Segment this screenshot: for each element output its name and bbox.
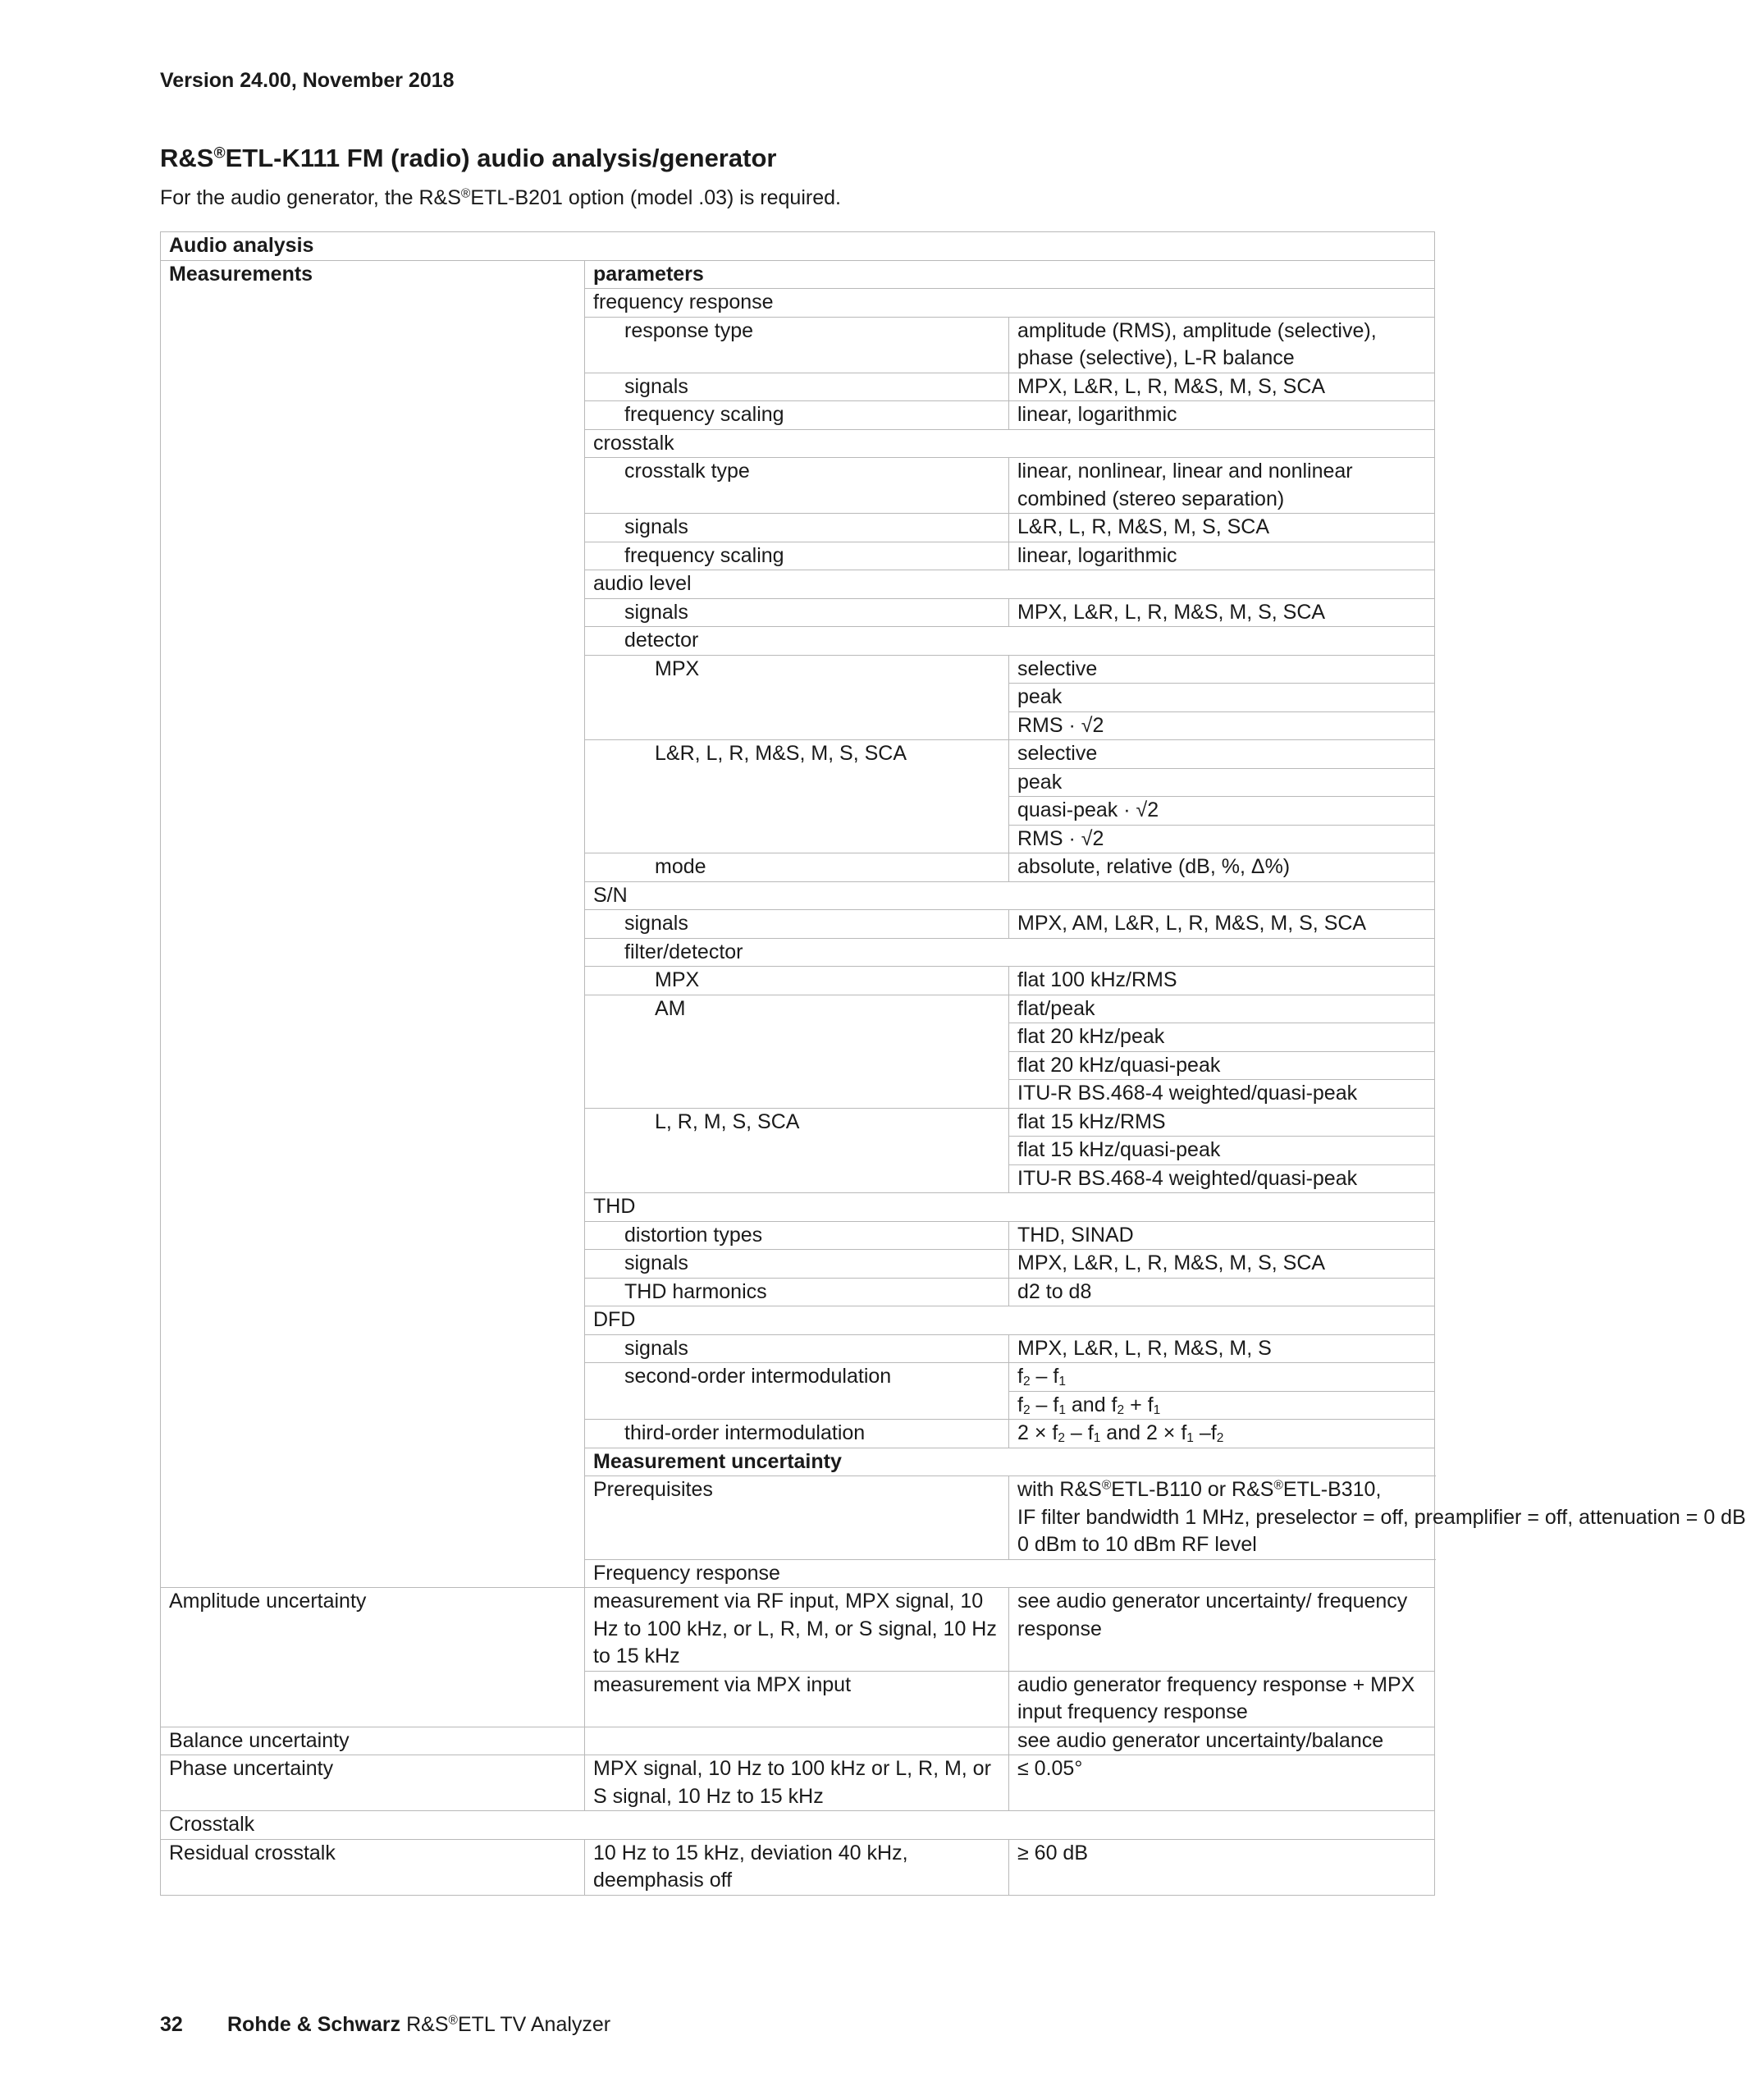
page-number: 32 (160, 2013, 183, 2036)
row-label: Phase uncertainty (161, 1755, 585, 1811)
param-value-formula: $f_2 - f_1$ and $f_2 + f_1$ (1009, 1391, 1435, 1420)
param-label: MPX (585, 967, 1009, 995)
param-value: MPX, L&R, L, R, M&S, M, S, SCA (1009, 373, 1435, 401)
measurements-label: Measurements (161, 260, 585, 1588)
row-value: see audio generator uncertainty/ frequency response (1009, 1588, 1435, 1672)
param-label: response type (585, 317, 1009, 373)
param-label: signals (585, 598, 1009, 627)
param-value: flat 15 kHz/RMS (1009, 1108, 1435, 1137)
group-crosstalk: crosstalk (585, 429, 1435, 458)
param-value: d2 to d8 (1009, 1278, 1435, 1306)
param-value: flat 20 kHz/quasi-peak (1009, 1051, 1435, 1080)
table-row (161, 232, 1435, 261)
param-label: L&R, L, R, M&S, M, S, SCA (585, 740, 1009, 853)
section-intro: For the audio generator, the R&S®ETL-B201 option (model .03) is required. (160, 186, 841, 209)
param-value: peak (1009, 768, 1435, 797)
param-label: signals (585, 1334, 1009, 1363)
param-value: linear, nonlinear, linear and nonlinear combined (stereo separation) (1009, 458, 1435, 514)
section-heading-measurement-uncertainty: Measurement uncertainty (585, 1448, 1435, 1476)
param-label: signals (585, 373, 1009, 401)
param-value: THD, SINAD (1009, 1221, 1435, 1250)
param-value: MPX, AM, L&R, L, R, M&S, M, S, SCA (1009, 910, 1435, 939)
group-audio-level: audio level (585, 570, 1435, 599)
param-value: MPX, L&R, L, R, M&S, M, S, SCA (1009, 1250, 1435, 1279)
subsection-frequency-response: Frequency response (585, 1559, 1435, 1588)
subsection-crosstalk: Crosstalk (161, 1811, 1435, 1840)
param-value: peak (1009, 684, 1435, 712)
param-label: third-order intermodulation (585, 1420, 1009, 1448)
footer-brand: Rohde & Schwarz (227, 2013, 401, 2036)
table-row (161, 1839, 1435, 1895)
param-value: MPX, L&R, L, R, M&S, M, S, SCA (1009, 598, 1435, 627)
row-label: Residual crosstalk (161, 1839, 585, 1895)
param-value-formula: $f_2 - f_1$ (1009, 1363, 1435, 1392)
spec-table (160, 231, 1746, 1896)
param-value: selective (1009, 655, 1435, 684)
param-value: ITU-R BS.468-4 weighted/quasi-peak (1009, 1080, 1435, 1109)
param-label: frequency scaling (585, 401, 1009, 430)
param-value: quasi-peak · √2 (1009, 797, 1435, 826)
param-label: second-order intermodulation (585, 1363, 1009, 1420)
group-thd: THD (585, 1193, 1435, 1222)
row-value: audio generator frequency response + MPX input frequency response (1009, 1671, 1435, 1727)
group-dfd: DFD (585, 1306, 1435, 1335)
row-label: Amplitude uncertainty (161, 1588, 585, 1727)
param-value: linear, logarithmic (1009, 401, 1435, 430)
row-label: Balance uncertainty (161, 1727, 585, 1755)
param-label: detector (585, 627, 1435, 656)
param-value: RMS · √2 (1009, 711, 1435, 740)
param-label: MPX (585, 655, 1009, 740)
row-value: with R&S®ETL-B110 or R&S®ETL-B310, IF filter bandwidth 1 MHz, preselector = off, preamplifier = off, attenuation = 0 dB 0 dBm to 10 dBm RF level (1009, 1476, 1435, 1560)
param-value: ITU-R BS.468-4 weighted/quasi-peak (1009, 1164, 1435, 1193)
param-value: flat/peak (1009, 995, 1435, 1023)
param-label: frequency scaling (585, 542, 1009, 570)
table-row (161, 260, 1435, 289)
section-title: R&S®ETL-K111 FM (radio) audio analysis/generator (160, 144, 777, 172)
table-row (161, 1811, 1435, 1840)
param-label: L, R, M, S, SCA (585, 1108, 1009, 1193)
table-row (161, 1755, 1435, 1811)
row-label: Prerequisites (585, 1476, 1009, 1560)
param-value: absolute, relative (dB, %, Δ%) (1009, 853, 1435, 882)
param-label: signals (585, 514, 1009, 542)
group-frequency-response: frequency response (585, 289, 1435, 318)
param-value: flat 15 kHz/quasi-peak (1009, 1137, 1435, 1165)
table-row (161, 1727, 1435, 1755)
param-value: amplitude (RMS), amplitude (selective), phase (selective), L-R balance (1009, 317, 1435, 373)
param-value-formula: $2 \times f_2 - f_1$ and $2 \times f_1$ $-f_2$ (1009, 1420, 1435, 1448)
page-footer (160, 2013, 610, 2037)
row-condition: measurement via MPX input (585, 1671, 1009, 1727)
param-value: linear, logarithmic (1009, 542, 1435, 570)
param-value: selective (1009, 740, 1435, 769)
param-label: filter/detector (585, 938, 1435, 967)
section-heading-audio-analysis: Audio analysis (161, 232, 1435, 261)
param-value: flat 20 kHz/peak (1009, 1023, 1435, 1052)
param-label: THD harmonics (585, 1278, 1009, 1306)
footer-product: R&S®ETL TV Analyzer (406, 2013, 611, 2036)
param-value: MPX, L&R, L, R, M&S, M, S (1009, 1334, 1435, 1363)
parameters-heading: parameters (585, 260, 1435, 289)
row-value: see audio generator uncertainty/balance (1009, 1727, 1435, 1755)
group-sn: S/N (585, 881, 1435, 910)
table-row (161, 1588, 1435, 1672)
row-condition (585, 1727, 1009, 1755)
param-label: AM (585, 995, 1009, 1108)
param-label: distortion types (585, 1221, 1009, 1250)
param-label: mode (585, 853, 1009, 882)
param-label: signals (585, 910, 1009, 939)
row-condition: 10 Hz to 15 kHz, deviation 40 kHz, deemphasis off (585, 1839, 1009, 1895)
param-value: RMS · √2 (1009, 825, 1435, 853)
version-header: Version 24.00, November 2018 (160, 69, 455, 92)
param-value: L&R, L, R, M&S, M, S, SCA (1009, 514, 1435, 542)
param-value: flat 100 kHz/RMS (1009, 967, 1435, 995)
row-condition: measurement via RF input, MPX signal, 10 Hz to 100 kHz, or L, R, M, or S signal, 10 Hz to 15 kHz (585, 1588, 1009, 1672)
row-condition: MPX signal, 10 Hz to 100 kHz or L, R, M, or S signal, 10 Hz to 15 kHz (585, 1755, 1009, 1811)
param-label: crosstalk type (585, 458, 1009, 514)
param-label: signals (585, 1250, 1009, 1279)
row-value: ≤ 0.05° (1009, 1755, 1435, 1811)
row-value: ≥ 60 dB (1009, 1839, 1435, 1895)
